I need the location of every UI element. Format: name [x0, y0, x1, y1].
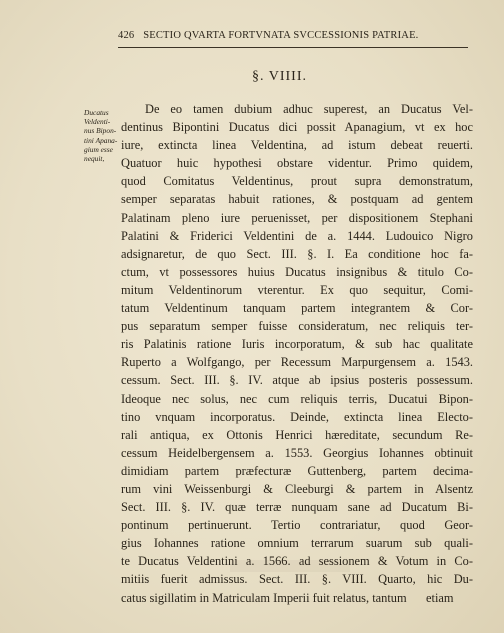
running-title: SECTIO QVARTA FORTVNATA SVCCESSIONIS PATRIAE. [143, 30, 419, 41]
text-line: tino vnquam incorporatus. Deinde, extincta linea Electo- [121, 409, 473, 424]
text-line: gius Iohannes ratione omnium terrarum suarum sub quali- [121, 536, 473, 551]
text-line: ris Palatinis ratione Iuris incorporatum, & sub hac qualitate [121, 337, 473, 352]
text-line: te Ducatus Veldentini a. 1566. ad sessionem & Votum in Co- [121, 554, 473, 569]
marginal-note-line: Ducatus [84, 108, 109, 117]
text-line: rali antiqua, ex Ottonis Henrici hæreditate, secundum Re- [121, 427, 473, 442]
catchword: etiam [426, 591, 454, 605]
text-line: tatum Veldentinum tanquam partem integrantem & Cor- [121, 301, 473, 316]
text-line: Palatinam pleno iure peruenisset, per dispositionem Stephani [121, 210, 473, 225]
text-line: dentinus Bipontini Ducatus dici possit Apanagium, vt ex hoc [121, 120, 473, 135]
text-line: Ruperto a Wolfgango, per Recessum Marpurgensem a. 1543. [121, 355, 473, 370]
text-line: Sect. III. §. IV. quæ terræ nunquam sane ad Ducatum Bi- [121, 500, 473, 515]
page-number: 426 [118, 30, 135, 41]
text-line: mitiis fuerit admissus. Sect. III. §. VIII. Quarto, hic Du- [121, 572, 473, 587]
text-line: cessum. Sect. III. §. IV. atque ab ipsius posteris possessum. [121, 373, 473, 388]
text-line: mitum Veldentinorum vterentur. Ex quo sequitur, Comi- [121, 282, 473, 297]
text-line: Palatini & Friderici Veldentini de a. 1444. Ludouico Nigro [121, 228, 473, 243]
section-heading: §. VIIII. [252, 69, 308, 84]
text-line: Ideoque nec solus, nec cum reliquis terris, Ducatui Bipon- [121, 391, 473, 406]
marginal-note-line: Veldenti- [84, 117, 111, 127]
marginal-note [84, 108, 126, 163]
text-line: iure, extincta linea Veldentina, ad istum debeat reuerti. [121, 138, 473, 153]
text-line: pontinum pertinuerunt. Tertio contrariatur, quod Geor- [121, 518, 473, 533]
text-line: Quatuor huic hypothesi obstare videntur. Primo quidem, [121, 156, 473, 171]
show-through-stain [230, 560, 350, 572]
marginal-note-line: gium esse [84, 144, 113, 154]
text-line: quod Comitatus Veldentinus, prout supra demonstratum, [121, 174, 473, 189]
text-line: De eo tamen dubium adhuc superest, an Ducatus Vel- [145, 102, 473, 116]
marginal-note-line: nus Bipon- [84, 126, 117, 136]
text-line: rum vini Weissenburgi & Cleeburgi & partem in Alsentz [121, 481, 473, 496]
running-header [118, 30, 474, 41]
text-line: cessum Heidelbergensem a. 1553. Georgius Iohannes obtinuit [121, 445, 473, 460]
text-line: ctum, vt possessores huius Ducatus insignibus & titulo Co- [121, 264, 473, 279]
text-line: semper separatas habuit rationes, & postquam ad gentem [121, 192, 473, 207]
text-line: adsignaretur, de quo Sect. III. §. I. Ea conditione hoc fa- [121, 246, 473, 261]
body-text [121, 100, 473, 607]
header-rule [118, 47, 468, 48]
text-line: pus separatum semper fuisse consideratum, nec reliquis ter- [121, 319, 473, 334]
text-line: dimidiam partem præfecturæ Guttenberg, partem decima- [121, 463, 473, 478]
marginal-note-line: nequit, [84, 154, 105, 164]
text-line: catus sigillatim in Matriculam Imperii fuit relatus, tantum [121, 590, 407, 605]
marginal-note-line: tini Apana- [84, 135, 118, 145]
